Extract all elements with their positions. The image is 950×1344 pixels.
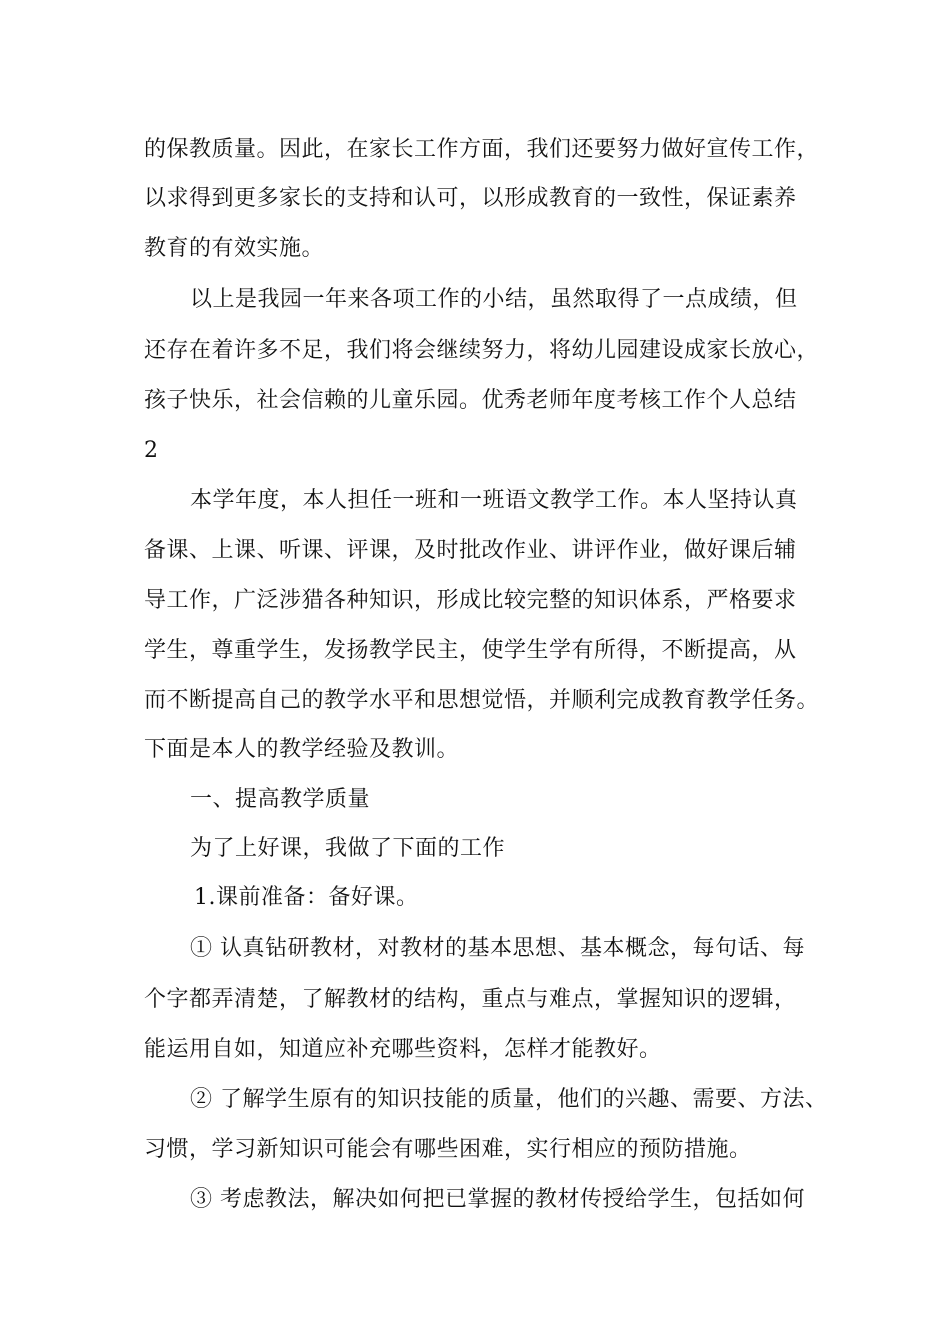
text-line: 导工作，广泛涉猎各种知识，形成比较完整的知识体系，严格要求 [144, 588, 797, 613]
paragraph-start: 为了上好课，我做了下面的工作 [190, 836, 506, 861]
list-item: ① 认真钻研教材，对教材的基本思想、基本概念，每句话、每 [190, 936, 805, 961]
text-line: 的保教质量。因此，在家长工作方面，我们还要努力做好宣传工作， [144, 137, 820, 162]
text-line: 2 [144, 438, 159, 463]
text-line: 个字都弄清楚，了解教材的结构，重点与难点，掌握知识的逻辑， [144, 987, 797, 1012]
paragraph-start: 本学年度，本人担任一班和一班语文教学工作。本人坚持认真 [190, 488, 798, 513]
text-line: 习惯，学习新知识可能会有哪些困难，实行相应的预防措施。 [144, 1137, 752, 1162]
text-line: 学生，尊重学生，发扬教学民主，使学生学有所得，不断提高，从 [144, 638, 797, 663]
section-heading: 一、提高教学质量 [190, 787, 371, 812]
text-line: 还存在着许多不足，我们将会继续努力，将幼儿园建设成家长放心， [144, 338, 820, 363]
text-line: 能运用自如，知道应补充哪些资料，怎样才能教好。 [144, 1037, 662, 1062]
text-line: 而不断提高自己的教学水平和思想觉悟，并顺利完成教育教学任务。 [144, 688, 820, 713]
list-item: 1.课前准备：备好课。 [194, 885, 419, 910]
list-item: ③ 考虑教法，解决如何把已掌握的教材传授给学生，包括如何 [190, 1187, 805, 1212]
list-item: ② 了解学生原有的知识技能的质量，他们的兴趣、需要、方法、 [190, 1087, 828, 1112]
text-line: 备课、上课、听课、评课，及时批改作业、讲评作业，做好课后辅 [144, 538, 797, 563]
text-line: 教育的有效实施。 [144, 236, 325, 261]
text-line: 下面是本人的教学经验及教训。 [144, 737, 460, 762]
paragraph-start: 以上是我园一年来各项工作的小结，虽然取得了一点成绩，但 [190, 287, 798, 312]
text-line: 以求得到更多家长的支持和认可，以形成教育的一致性，保证素养 [144, 186, 797, 211]
text-line: 孩子快乐，社会信赖的儿童乐园。优秀老师年度考核工作个人总结 [144, 388, 797, 413]
